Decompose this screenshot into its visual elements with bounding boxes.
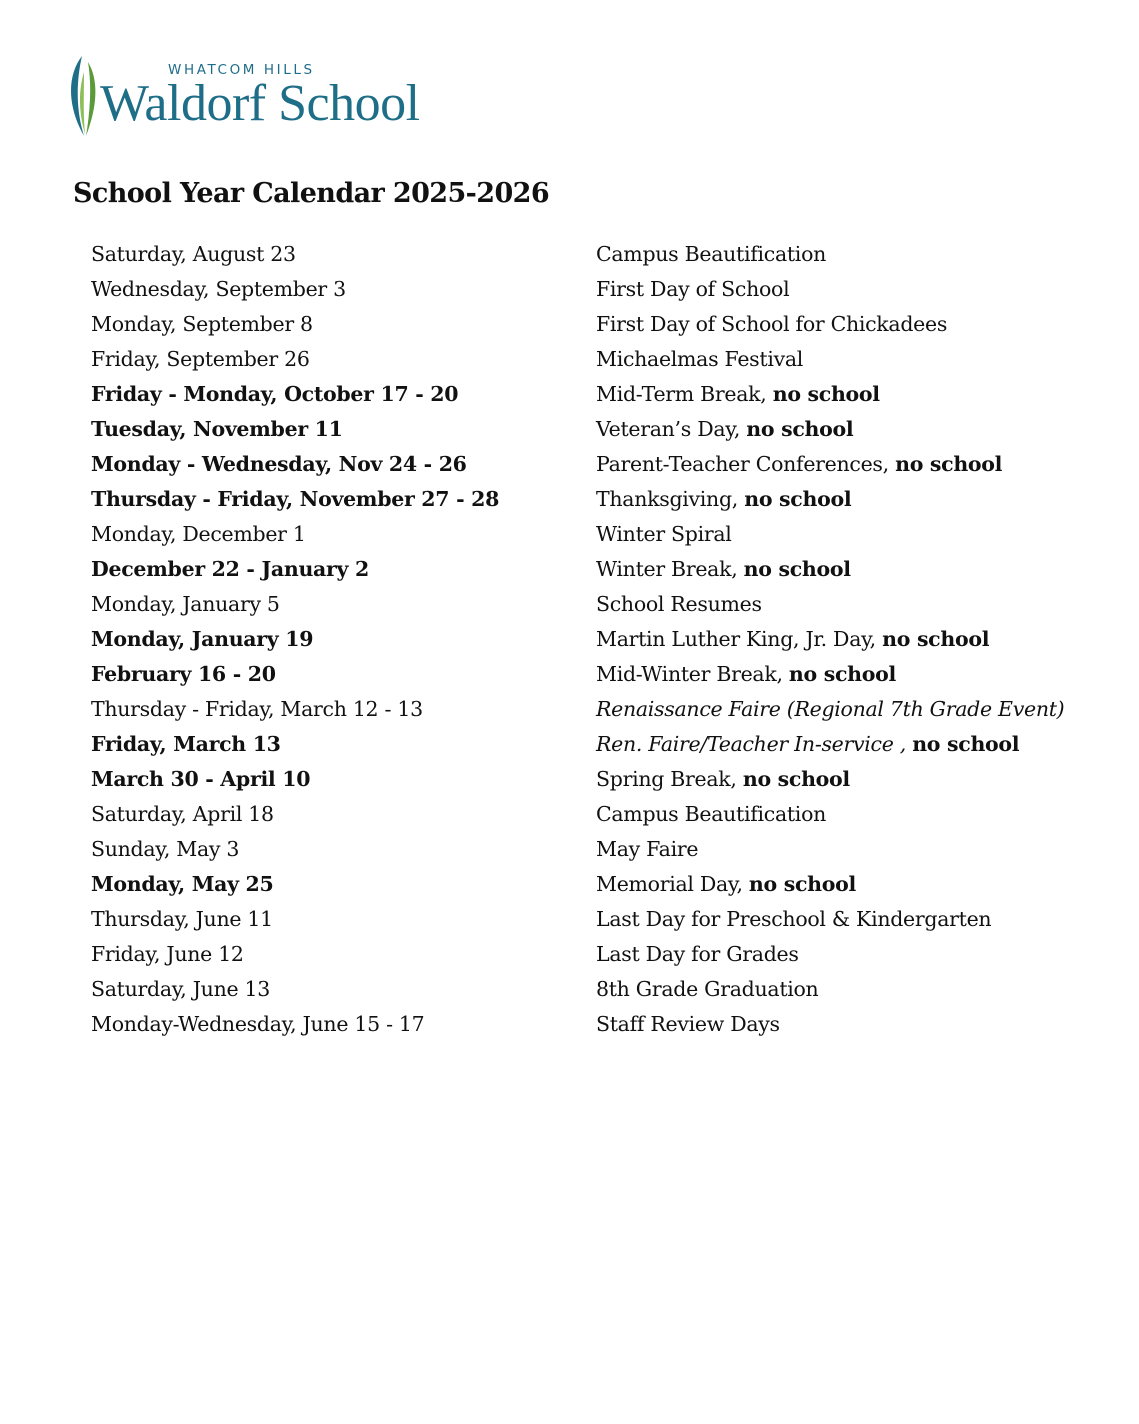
calendar-row [91,1007,1091,1042]
no-school-note: no school [895,452,1003,476]
event-description [596,692,1064,727]
event-date: Monday, December 1 [91,522,306,546]
no-school-note: no school [882,627,990,651]
calendar-row [91,902,1091,937]
event-description [596,762,850,797]
event-description [596,622,989,657]
event-name: Thanksgiving, [596,487,739,511]
calendar-row [91,692,1091,727]
event-name: Martin Luther King, Jr. Day, [596,627,876,651]
event-date: Wednesday, September 3 [91,277,346,301]
calendar-row [91,937,1091,972]
event-name: 8th Grade Graduation [596,977,819,1001]
event-name: First Day of School [596,277,790,301]
event-date: Monday-Wednesday, June 15 - 17 [91,1012,425,1036]
event-description [596,972,818,1007]
event-name: Campus Beautification [596,802,827,826]
event-name: Campus Beautification [596,242,827,266]
logo-tagline: WHATCOM HILLS [168,62,315,78]
event-date: Saturday, April 18 [91,802,274,826]
event-name: Last Day for Grades [596,942,799,966]
event-description [596,412,853,447]
event-description [596,727,1019,762]
calendar-row [91,517,1091,552]
event-description [596,902,991,937]
event-description [596,797,826,832]
event-description [596,1007,780,1042]
event-date: Monday, January 5 [91,592,280,616]
calendar-row [91,832,1091,867]
no-school-note: no school [788,662,896,686]
event-date: Monday, January 19 [91,627,314,651]
no-school-note: no school [746,417,854,441]
event-name: Ren. Faire/Teacher In-service , [596,732,906,756]
event-name: Veteran’s Day, [596,417,741,441]
school-logo [66,52,420,142]
event-name: Parent-Teacher Conferences, [596,452,889,476]
event-date: December 22 - January 2 [91,557,369,581]
event-description [596,587,762,622]
event-description [596,552,851,587]
event-date: March 30 - April 10 [91,767,311,791]
event-description [596,937,799,972]
event-name: Spring Break, [596,767,737,791]
event-description [596,482,851,517]
event-name: Memorial Day, [596,872,743,896]
event-date: Monday, September 8 [91,312,313,336]
event-name: Michaelmas Festival [596,347,804,371]
event-name: Winter Break, [596,557,738,581]
logo-wordmark: Waldorf School [100,75,420,132]
event-date: Saturday, August 23 [91,242,296,266]
calendar-list [91,237,1091,1042]
calendar-row [91,272,1091,307]
event-date: Saturday, June 13 [91,977,270,1001]
event-description [596,342,803,377]
event-date: Friday, June 12 [91,942,244,966]
calendar-row [91,622,1091,657]
event-description [596,447,1002,482]
event-name: Mid-Term Break, [596,382,767,406]
event-description [596,307,947,342]
event-date: Thursday - Friday, March 12 - 13 [91,697,423,721]
calendar-row [91,342,1091,377]
no-school-note: no school [772,382,880,406]
event-name: May Faire [596,837,699,861]
event-description [596,657,896,692]
calendar-row [91,727,1091,762]
event-description [596,237,826,272]
no-school-note: no school [742,767,850,791]
no-school-note: no school [743,557,851,581]
calendar-row [91,237,1091,272]
event-description [596,272,789,307]
calendar-row [91,447,1091,482]
event-name: Winter Spiral [596,522,732,546]
event-date: Sunday, May 3 [91,837,240,861]
event-name: School Resumes [596,592,762,616]
event-name: Mid-Winter Break, [596,662,783,686]
event-date: Friday, March 13 [91,732,281,756]
calendar-row [91,552,1091,587]
event-description [596,377,880,412]
calendar-row [91,797,1091,832]
event-date: Tuesday, November 11 [91,417,343,441]
event-date: Thursday - Friday, November 27 - 28 [91,487,500,511]
event-description [596,867,856,902]
event-date: Monday - Wednesday, Nov 24 - 26 [91,452,467,476]
event-date: Thursday, June 11 [91,907,273,931]
calendar-row [91,867,1091,902]
no-school-note: no school [744,487,852,511]
page-title: School Year Calendar 2025-2026 [73,178,550,209]
event-description [596,517,732,552]
calendar-row [91,412,1091,447]
calendar-row [91,587,1091,622]
calendar-row [91,762,1091,797]
event-date: Friday, September 26 [91,347,310,371]
event-date: February 16 - 20 [91,662,276,686]
event-description [596,832,698,867]
calendar-row [91,657,1091,692]
calendar-row [91,972,1091,1007]
no-school-note: no school [912,732,1020,756]
event-date: Friday - Monday, October 17 - 20 [91,382,459,406]
event-name: First Day of School for Chickadees [596,312,948,336]
calendar-row [91,307,1091,342]
event-name: Last Day for Preschool & Kindergarten [596,907,992,931]
event-name: Staff Review Days [596,1012,780,1036]
calendar-row [91,482,1091,517]
event-date: Monday, May 25 [91,872,274,896]
calendar-row [91,377,1091,412]
no-school-note: no school [748,872,856,896]
event-name: Renaissance Faire (Regional 7th Grade Event) [596,697,1065,721]
